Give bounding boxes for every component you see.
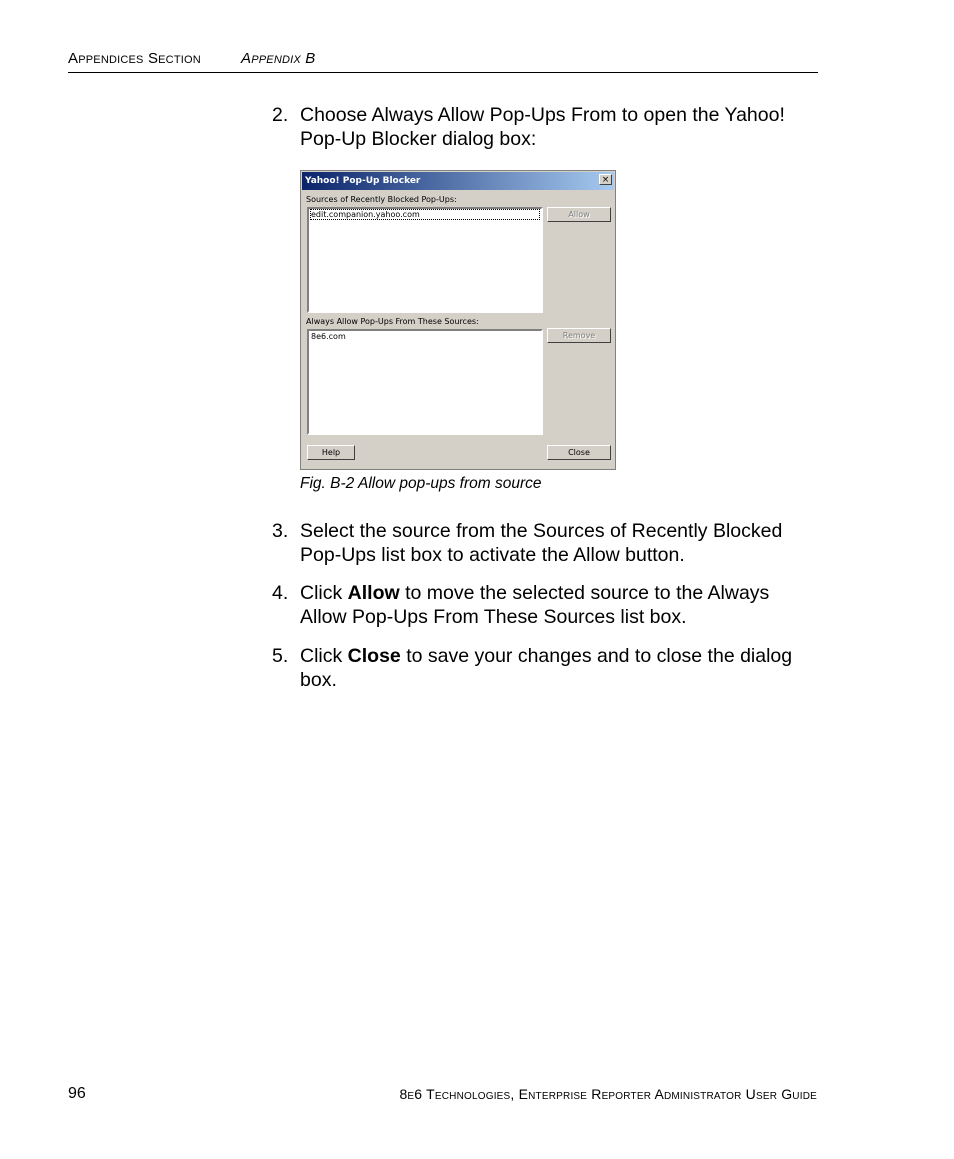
recent-sources-listbox[interactable] <box>307 207 543 313</box>
remove-button[interactable]: Remove <box>547 328 611 343</box>
dialog-title: Yahoo! Pop-Up Blocker <box>305 176 421 186</box>
page-header <box>68 50 818 73</box>
step-number: 4. <box>272 582 289 604</box>
help-button[interactable]: Help <box>307 445 355 460</box>
step-text: Choose Always Allow Pop-Ups From to open the Yahoo! Pop-Up Blocker dialog box: <box>300 104 785 150</box>
recent-sources-label: Sources of Recently Blocked Pop-Ups: <box>306 195 457 204</box>
footer-title: 8e6 Technologies, Enterprise Reporter Administrator User Guide <box>399 1086 817 1102</box>
close-icon[interactable]: × <box>599 174 612 185</box>
step-text: Click Allow to move the selected source to the Always Allow Pop-Ups From These Sources list box. <box>300 582 770 628</box>
page-number: 96 <box>68 1085 86 1102</box>
step-number: 5. <box>272 645 289 667</box>
step-text: Select the source from the Sources of Recently Blocked Pop-Ups list box to activate the Allow button. <box>300 520 783 566</box>
step-text: Click Close to save your changes and to close the dialog box. <box>300 645 793 691</box>
popup-blocker-dialog <box>300 170 616 470</box>
allow-button[interactable]: Allow <box>547 207 611 222</box>
ui-term-close: Close <box>347 645 401 667</box>
figure-caption: Fig. B-2 Allow pop-ups from source <box>300 475 542 492</box>
list-item[interactable]: 8e6.com <box>311 332 346 341</box>
step-number: 2. <box>272 104 289 126</box>
header-appendix: Appendix B <box>241 50 316 67</box>
step-number: 3. <box>272 520 289 542</box>
header-section: Appendices Section <box>68 50 201 67</box>
close-button[interactable]: Close <box>547 445 611 460</box>
allowed-sources-label: Always Allow Pop-Ups From These Sources: <box>306 317 479 326</box>
dialog-titlebar <box>302 172 614 190</box>
ui-term-allow: Allow <box>347 582 400 604</box>
list-item[interactable]: edit.companion.yahoo.com <box>311 210 539 219</box>
allowed-sources-listbox[interactable] <box>307 329 543 435</box>
